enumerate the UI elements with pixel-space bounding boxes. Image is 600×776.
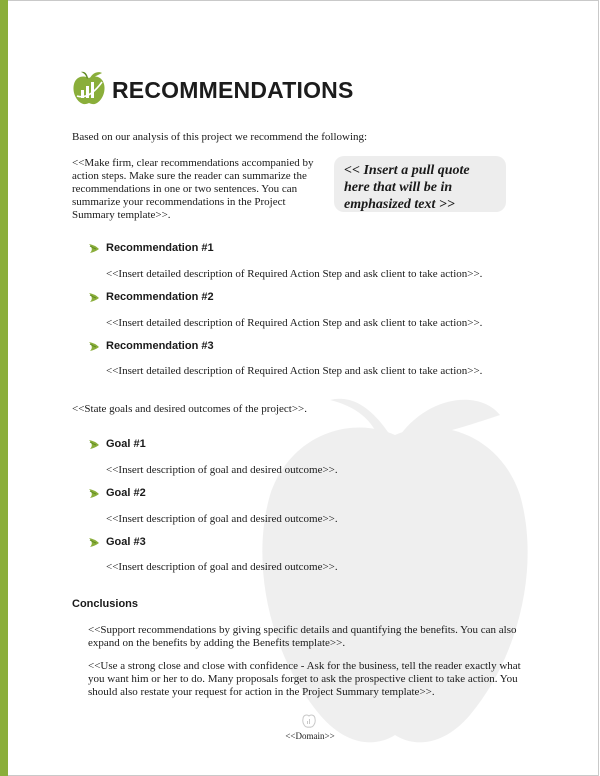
footer-domain: <<Domain>> xyxy=(285,731,335,741)
recommendation-1-title: Recommendation #1 xyxy=(106,242,214,254)
green-arrow-bullet-icon xyxy=(88,537,100,548)
goal-2-title: Goal #2 xyxy=(106,487,146,499)
recommendation-3-heading xyxy=(88,340,214,352)
goal-1-heading xyxy=(88,438,146,450)
recommendation-1-heading xyxy=(88,242,214,254)
goal-2-description: <<Insert description of goal and desired outcome>>. xyxy=(106,513,338,525)
goal-3-heading xyxy=(88,536,146,548)
intro-text: Based on our analysis of this project we recommend the following: xyxy=(72,131,368,143)
goal-1-description: <<Insert description of goal and desired outcome>>. xyxy=(106,464,338,476)
recommendation-2-title: Recommendation #2 xyxy=(106,291,214,303)
pull-quote xyxy=(334,156,506,212)
recommendation-3-description: <<Insert detailed description of Required Action Step and ask client to take action>>. xyxy=(106,365,483,377)
goals-intro-text: <<State goals and desired outcomes of the project>>. xyxy=(72,403,307,415)
pull-quote-text: << Insert a pull quote here that will be in emphasized text >> xyxy=(344,163,470,212)
conclusions-paragraph-1: <<Support recommendations by giving specific details and quantifying the benefits. You can also expand on the benefits by adding the Benefits template>>. xyxy=(88,624,517,649)
instructions-text: <<Make firm, clear recommendations accompanied by action steps. Make sure the reader can summarize the recommendations in one or two sentences. You can summarize your recommendations in the Project Summary template>>. xyxy=(72,157,314,221)
recommendation-3-title: Recommendation #3 xyxy=(106,340,214,352)
green-arrow-bullet-icon xyxy=(88,488,100,499)
green-arrow-bullet-icon xyxy=(88,341,100,352)
green-arrow-bullet-icon xyxy=(88,292,100,303)
goal-3-description: <<Insert description of goal and desired outcome>>. xyxy=(106,561,338,573)
left-accent-bar xyxy=(0,0,8,776)
footer-logo-icon xyxy=(302,712,316,728)
recommendation-2-description: <<Insert detailed description of Required Action Step and ask client to take action>>. xyxy=(106,317,483,329)
page-header xyxy=(72,70,354,106)
green-arrow-bullet-icon xyxy=(88,243,100,254)
conclusions-paragraph-2: <<Use a strong close and close with confidence - Ask for the business, tell the reader exactly what you want him or her to do. Many proposals forget to ask the prospective client to take action. You should also restate your request for action in the Project Summary template>>. xyxy=(88,660,521,698)
recommendation-2-heading xyxy=(88,291,214,303)
page-title: RECOMMENDATIONS xyxy=(112,76,354,103)
apple-chart-logo-icon xyxy=(72,70,106,106)
goal-2-heading xyxy=(88,487,146,499)
conclusions-heading: Conclusions xyxy=(72,598,139,610)
green-arrow-bullet-icon xyxy=(88,439,100,450)
goal-1-title: Goal #1 xyxy=(106,438,146,450)
recommendation-1-description: <<Insert detailed description of Required Action Step and ask client to take action>>. xyxy=(106,268,483,280)
goal-3-title: Goal #3 xyxy=(106,536,146,548)
